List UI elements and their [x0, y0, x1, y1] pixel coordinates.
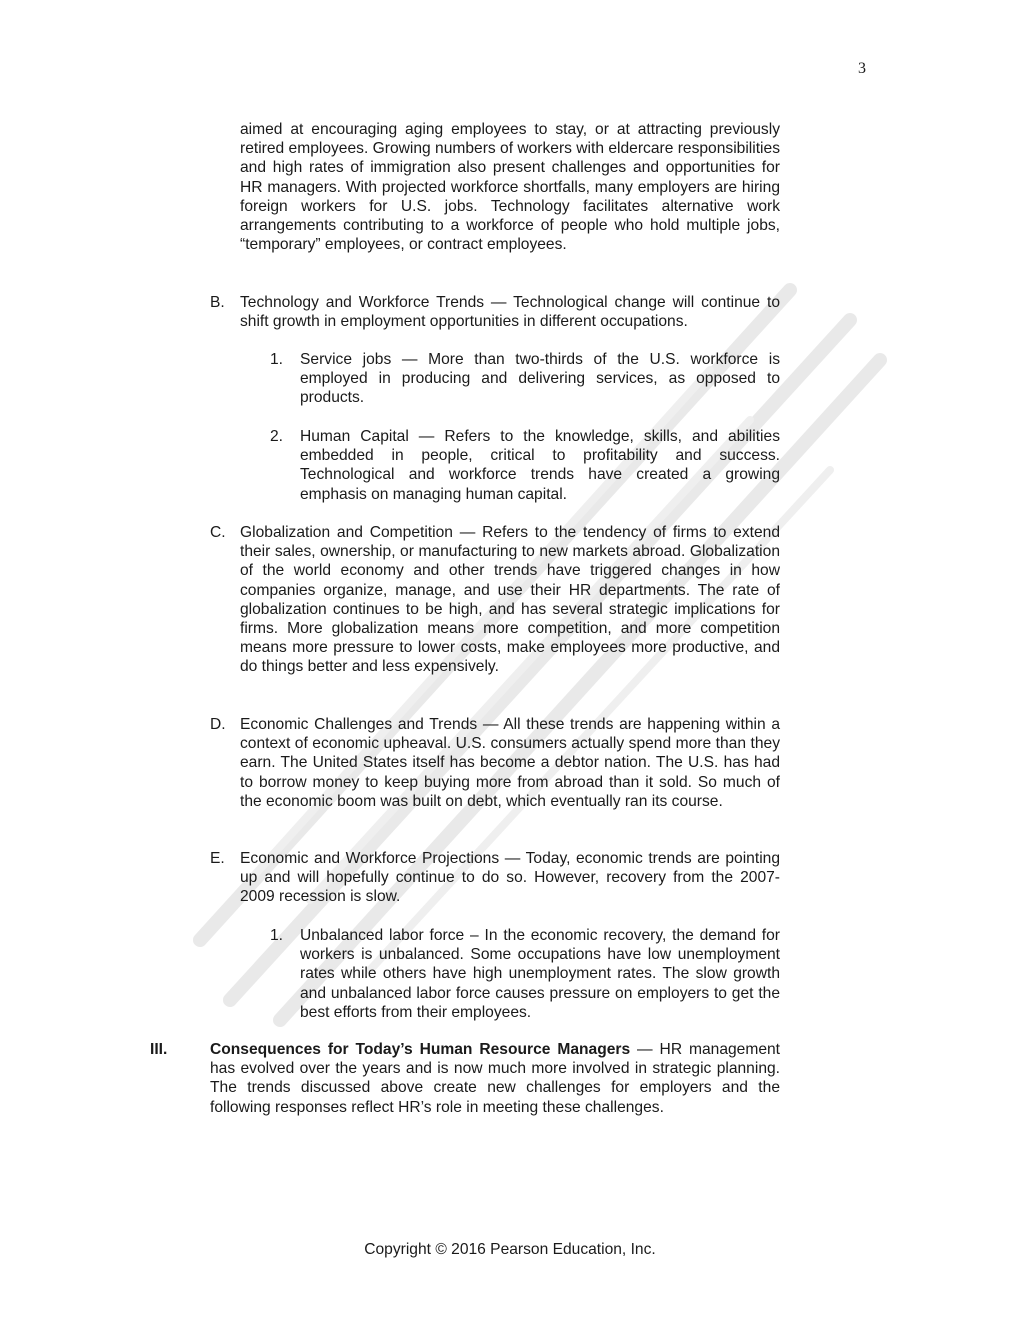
- item-c-marker: C.: [210, 524, 226, 541]
- item-e-1-text: Unbalanced labor force – In the economic recovery, the demand for workers is unbalanced. Some occupations have low unemployment rates while others have high unemployment rates. The slow growth and unbalanced labor force causes pressure on employers to get the best efforts from their employees.: [300, 927, 780, 1021]
- item-b-1-text: Service jobs — More than two-thirds of the U.S. workforce is employed in producing and delivering services, as opposed to products.: [300, 351, 780, 407]
- item-e-text: Economic and Workforce Projections — Today, economic trends are pointing up and will hopefully continue to do so. However, recovery from the 2007-2009 recession is slow.: [240, 850, 780, 906]
- section-iii-marker: III.: [150, 1041, 168, 1058]
- section-iii-text: — HR management has evolved over the years and is now much more involved in strategic planning. The trends discussed above create new challenges for employers and the following responses reflect HR’s role in meeting these challenges.: [210, 1041, 781, 1116]
- page-number: 3: [858, 60, 866, 77]
- section-iii-heading: Consequences for Today’s Human Resource Managers: [210, 1041, 631, 1058]
- item-d-text: Economic Challenges and Trends — All these trends are happening within a context of economic upheaval. U.S. consumers actually spend more than they earn. The United States itself has become a debtor nation. The U.S. has had to borrow money to keep buying more from abroad than it sold. So much of the economic boom was built on debt, which eventually ran its course.: [240, 716, 780, 810]
- item-b-marker: B.: [210, 294, 225, 311]
- item-c-text: Globalization and Competition — Refers to the tendency of firms to extend their sales, ownership, or manufacturing to new markets abroad. Globalization of the world economy and other trends have triggered changes in how companies organize, manage, and use their HR departments. The rate of globalization continues to be high, and has several strategic implications for firms. More globalization means more competition, and more competition means more pressure to lower costs, make employees more productive, and do things better and less expensively.: [240, 524, 780, 676]
- item-b-2-text: Human Capital — Refers to the knowledge, skills, and abilities embedded in people, critical to profitability and success. Technological and workforce trends have created a growing emphasis on managing human capital.: [300, 428, 780, 503]
- item-e-marker: E.: [210, 850, 225, 867]
- section-iii-body: [210, 1040, 780, 1117]
- item-b-2-marker: 2.: [270, 428, 284, 445]
- item-b-text: Technology and Workforce Trends — Technological change will continue to shift growth in employment opportunities in different occupations.: [240, 294, 780, 331]
- item-b-1-marker: 1.: [270, 351, 284, 368]
- item-e-1-marker: 1.: [270, 927, 284, 944]
- copyright-footer: Copyright © 2016 Pearson Education, Inc.: [364, 1241, 656, 1258]
- continuation-paragraph: aimed at encouraging aging employees to stay, or at attracting previously retired employees. Growing numbers of workers with eldercare responsibilities and high rates of immigration also present challenges and opportunities for HR managers. With projected workforce shortfalls, many employers are hiring foreign workers for U.S. jobs. Technology facilitates alternative work arrangements contributing to a workforce of people who hold multiple jobs, “temporary” employees, or contract employees.: [240, 121, 780, 254]
- item-d-marker: D.: [210, 716, 226, 733]
